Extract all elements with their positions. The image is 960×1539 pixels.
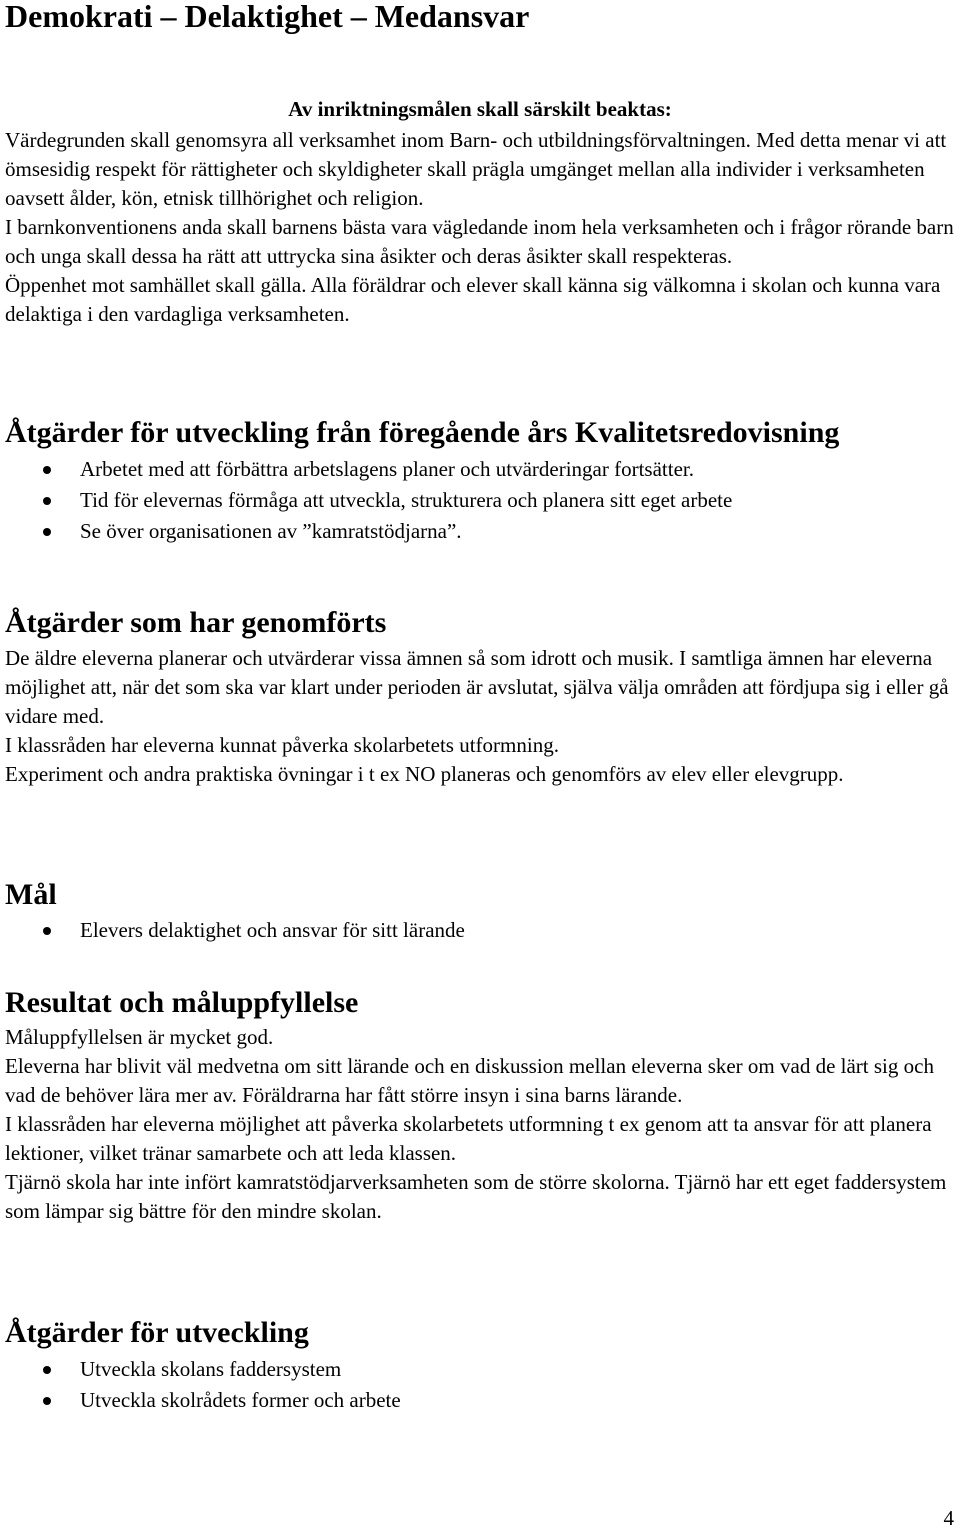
list-item [5,1354,955,1385]
results-paragraph: Tjärnö skola har inte infört kamratstödjarverksamheten som de större skolorna. Tjärnö har ett eget faddersystem som lämpar sig bättre för den mindre skolan. [5,1170,947,1223]
section-title-development: Åtgärder för utveckling [5,1316,309,1349]
section-title-results: Resultat och måluppfyllelse [5,986,359,1019]
bullet-icon [43,1366,51,1374]
results-paragraph: Måluppfyllelsen är mycket god. [5,1025,274,1049]
bullet-icon [43,466,51,474]
page-title: Demokrati – Delaktighet – Medansvar [5,0,530,34]
section-title-implemented: Åtgärder som har genomförts [5,606,387,639]
list-item-text: Utveckla skolrådets former och arbete [80,1388,401,1412]
results-paragraph: Eleverna har blivit väl medvetna om sitt lärande och en diskussion mellan eleverna sker om vad de lärt sig och vad de behöver lära mer av. Föräldrarna har fått större insyn i sina barns lärande. [5,1054,934,1107]
intro-block [5,98,955,329]
previous-actions-list [5,454,955,547]
list-item [5,915,955,946]
goals-list [5,915,955,946]
list-item [5,485,955,516]
bullet-icon [43,497,51,505]
list-item-text: Utveckla skolans faddersystem [80,1357,342,1381]
intro-paragraph: Öppenhet mot samhället skall gälla. Alla föräldrar och elever skall känna sig välkomna i skolan och kunna vara delaktiga i den vardagliga verksamheten. [5,273,941,326]
page-number: 4 [943,1506,954,1530]
bullet-icon [43,927,51,935]
list-item-text: Elevers delaktighet och ansvar för sitt lärande [80,918,465,942]
intro-subheading: Av inriktningsmålen skall särskilt beaktas: [288,97,672,121]
implemented-block [5,644,955,789]
bullet-icon [43,528,51,536]
results-paragraph: I klassråden har eleverna möjlighet att påverka skolarbetets utformning t ex genom att ta ansvar för att planera lektioner, vilket tränar samarbete och att leda klassen. [5,1112,932,1165]
bullet-icon [43,1397,51,1405]
list-item [5,516,955,547]
section-title-previous-actions: Åtgärder för utveckling från föregående års Kvalitetsredovisning [5,416,840,449]
intro-paragraph: Värdegrunden skall genomsyra all verksamhet inom Barn- och utbildningsförvaltningen. Med detta menar vi att ömsesidig respekt för rättigheter och skyldigheter skall prägla umgänget mellan alla individer i verksamheten oavsett ålder, kön, etnisk tillhörighet och religion. [5,128,947,210]
list-item [5,454,955,485]
intro-paragraph: I barnkonventionens anda skall barnens bästa vara vägledande inom hela verksamheten och i frågor rörande barn och unga skall dessa ha rätt att uttrycka sina åsikter och deras åsikter skall respekteras. [5,215,954,268]
list-item [5,1385,955,1416]
implemented-paragraph: I klassråden har eleverna kunnat påverka skolarbetets utformning. [5,733,559,757]
section-title-goals: Mål [5,878,57,911]
list-item-text: Arbetet med att förbättra arbetslagens planer och utvärderingar fortsätter. [80,457,694,481]
development-list [5,1354,955,1416]
list-item-text: Se över organisationen av ”kamratstödjarna”. [80,519,462,543]
list-item-text: Tid för elevernas förmåga att utveckla, strukturera och planera sitt eget arbete [80,488,733,512]
implemented-paragraph: De äldre eleverna planerar och utvärderar vissa ämnen så som idrott och musik. I samtliga ämnen har eleverna möjlighet att, när det som ska var klart under perioden är avslutat, själva välja områden att fördjupa sig i eller gå vidare med. [5,646,949,728]
results-block [5,1023,955,1226]
implemented-paragraph: Experiment och andra praktiska övningar i t ex NO planeras och genomförs av elev eller elevgrupp. [5,762,844,786]
